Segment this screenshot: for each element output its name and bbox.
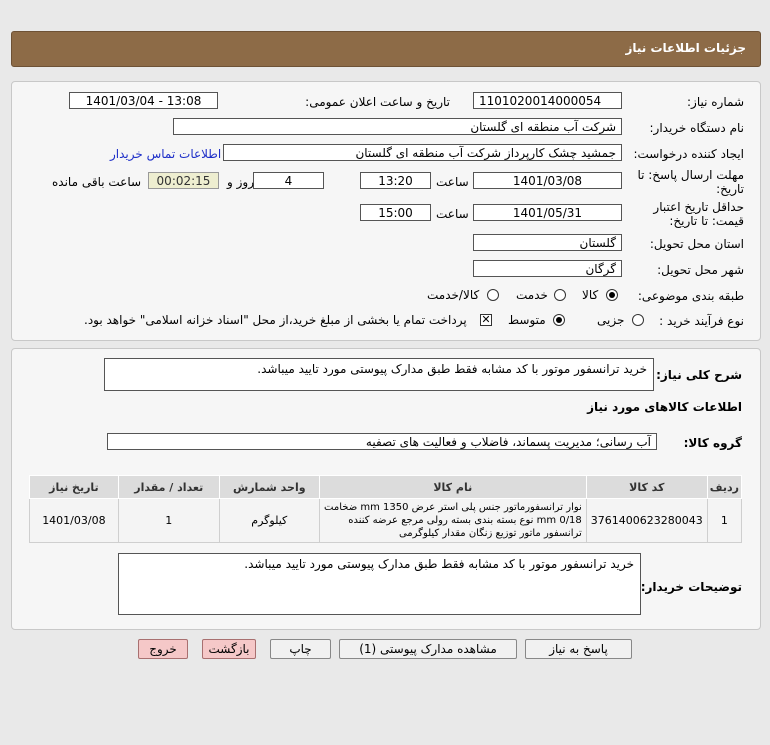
category-goods-label: کالا bbox=[582, 288, 599, 302]
deadline-date-field[interactable]: 1401/03/08 bbox=[473, 172, 622, 189]
goods-group-field[interactable]: آب رسانی؛ مدیریت پسماند، فاضلاب و فعالیت های تصفیه bbox=[107, 433, 657, 450]
cell-name: نوار ترانسفورماتور جنس پلی استر عرض 1350 mm ضخامت 0/18 mm نوع بسته بندی بسته رولی مرجع عرضه کننده ترانسفور ماتور توزیع زنگان مقدار کیلوگرمی bbox=[319, 499, 586, 543]
page-title: جزئیات اطلاعات نیاز bbox=[625, 41, 746, 55]
requester-field[interactable]: جمشید چشک کارپرداز شرکت آب منطقه ای گلستان bbox=[223, 144, 622, 161]
print-button[interactable]: چاپ bbox=[270, 639, 331, 659]
announce-date-field[interactable]: 1401/03/04 - 13:08 bbox=[69, 92, 218, 109]
category-goods-radio[interactable] bbox=[606, 289, 618, 301]
process-minor-label: جزیی bbox=[597, 313, 625, 327]
goods-table-header bbox=[30, 476, 742, 499]
city-field[interactable]: گرگان bbox=[473, 260, 622, 277]
announce-date-label: تاریخ و ساعت اعلان عمومی: bbox=[305, 95, 450, 109]
validity-time-label: ساعت bbox=[436, 207, 469, 221]
treasury-checkbox[interactable]: ✕ bbox=[481, 313, 491, 326]
cell-row: 1 bbox=[707, 499, 741, 543]
cell-qty: 1 bbox=[118, 499, 219, 543]
goods-group-label: گروه کالا: bbox=[683, 436, 742, 450]
validity-label-line1: حداقل تاریخ اعتبار bbox=[653, 200, 744, 214]
col-code: کد کالا bbox=[586, 476, 707, 499]
table-row bbox=[30, 499, 742, 543]
exit-button[interactable]: خروج bbox=[138, 639, 188, 659]
need-number-field[interactable]: 1101020014000054 bbox=[473, 92, 622, 109]
summary-label: شرح کلی نیاز: bbox=[656, 368, 742, 382]
goods-section-title: اطلاعات کالاهای مورد نیاز bbox=[587, 400, 742, 414]
deadline-time-label: ساعت bbox=[436, 175, 469, 189]
reply-button[interactable]: پاسخ به نیاز bbox=[525, 639, 632, 659]
treasury-note: پرداخت تمام یا بخشی از مبلغ خرید،از محل "اسناد خزانه اسلامی" خواهد بود. bbox=[84, 313, 467, 327]
province-field[interactable]: گلستان bbox=[473, 234, 622, 251]
process-medium-label: متوسط bbox=[508, 313, 546, 327]
col-date: تاریخ نیاز bbox=[30, 476, 119, 499]
validity-label-line2: قیمت: تا تاریخ: bbox=[669, 214, 744, 228]
city-label: شهر محل تحویل: bbox=[657, 263, 744, 277]
province-label: استان محل تحویل: bbox=[649, 237, 744, 251]
remaining-time-field: 00:02:15 bbox=[148, 172, 219, 189]
summary-field[interactable]: خرید ترانسفور موتور با کد مشابه فقط طبق مدارک پیوستی مورد تایید میباشد. bbox=[104, 358, 654, 391]
cell-code: 3761400623280043 bbox=[586, 499, 707, 543]
attachments-button[interactable]: مشاهده مدارک پیوستی (1) bbox=[339, 639, 517, 659]
category-label: طبقه بندی موضوعی: bbox=[637, 289, 744, 303]
process-minor-radio[interactable] bbox=[632, 314, 644, 326]
category-goods-service-label: کالا/خدمت bbox=[427, 288, 480, 302]
col-qty: تعداد / مقدار bbox=[118, 476, 219, 499]
page-header bbox=[11, 31, 761, 67]
deadline-label-line2: تاریخ: bbox=[716, 182, 744, 196]
buyer-notes-label: توضیحات خریدار: bbox=[640, 580, 742, 594]
cell-unit: کیلوگرم bbox=[219, 499, 319, 543]
requester-label: ایجاد کننده درخواست: bbox=[633, 147, 744, 161]
buyer-contact-link[interactable]: اطلاعات تماس خریدار bbox=[110, 147, 222, 161]
buyer-notes-field[interactable]: خرید ترانسفور موتور با کد مشابه فقط طبق مدارک پیوستی مورد تایید میباشد. bbox=[118, 553, 641, 615]
deadline-days-label: روز و bbox=[227, 175, 254, 189]
col-unit: واحد شمارش bbox=[219, 476, 319, 499]
remaining-time-label: ساعت باقی مانده bbox=[52, 175, 142, 189]
deadline-days-field[interactable]: 4 bbox=[253, 172, 324, 189]
deadline-label-line1: مهلت ارسال پاسخ: تا bbox=[637, 168, 744, 182]
cell-date: 1401/03/08 bbox=[30, 499, 119, 543]
goods-table bbox=[29, 475, 742, 543]
category-service-radio[interactable] bbox=[554, 289, 566, 301]
col-name: نام کالا bbox=[319, 476, 586, 499]
need-number-label: شماره نیاز: bbox=[687, 95, 744, 109]
category-goods-service-radio[interactable] bbox=[487, 289, 499, 301]
back-button[interactable]: بازگشت bbox=[202, 639, 256, 659]
process-medium-radio[interactable] bbox=[553, 314, 565, 326]
validity-time-field[interactable]: 15:00 bbox=[360, 204, 431, 221]
col-row: ردیف bbox=[707, 476, 741, 499]
category-service-label: خدمت bbox=[516, 288, 548, 302]
validity-date-field[interactable]: 1401/05/31 bbox=[473, 204, 622, 221]
buyer-org-label: نام دستگاه خریدار: bbox=[649, 121, 744, 135]
deadline-time-field[interactable]: 13:20 bbox=[360, 172, 431, 189]
buyer-org-field[interactable]: شرکت آب منطقه ای گلستان bbox=[173, 118, 622, 135]
process-type-label: نوع فرآیند خرید : bbox=[659, 314, 744, 328]
